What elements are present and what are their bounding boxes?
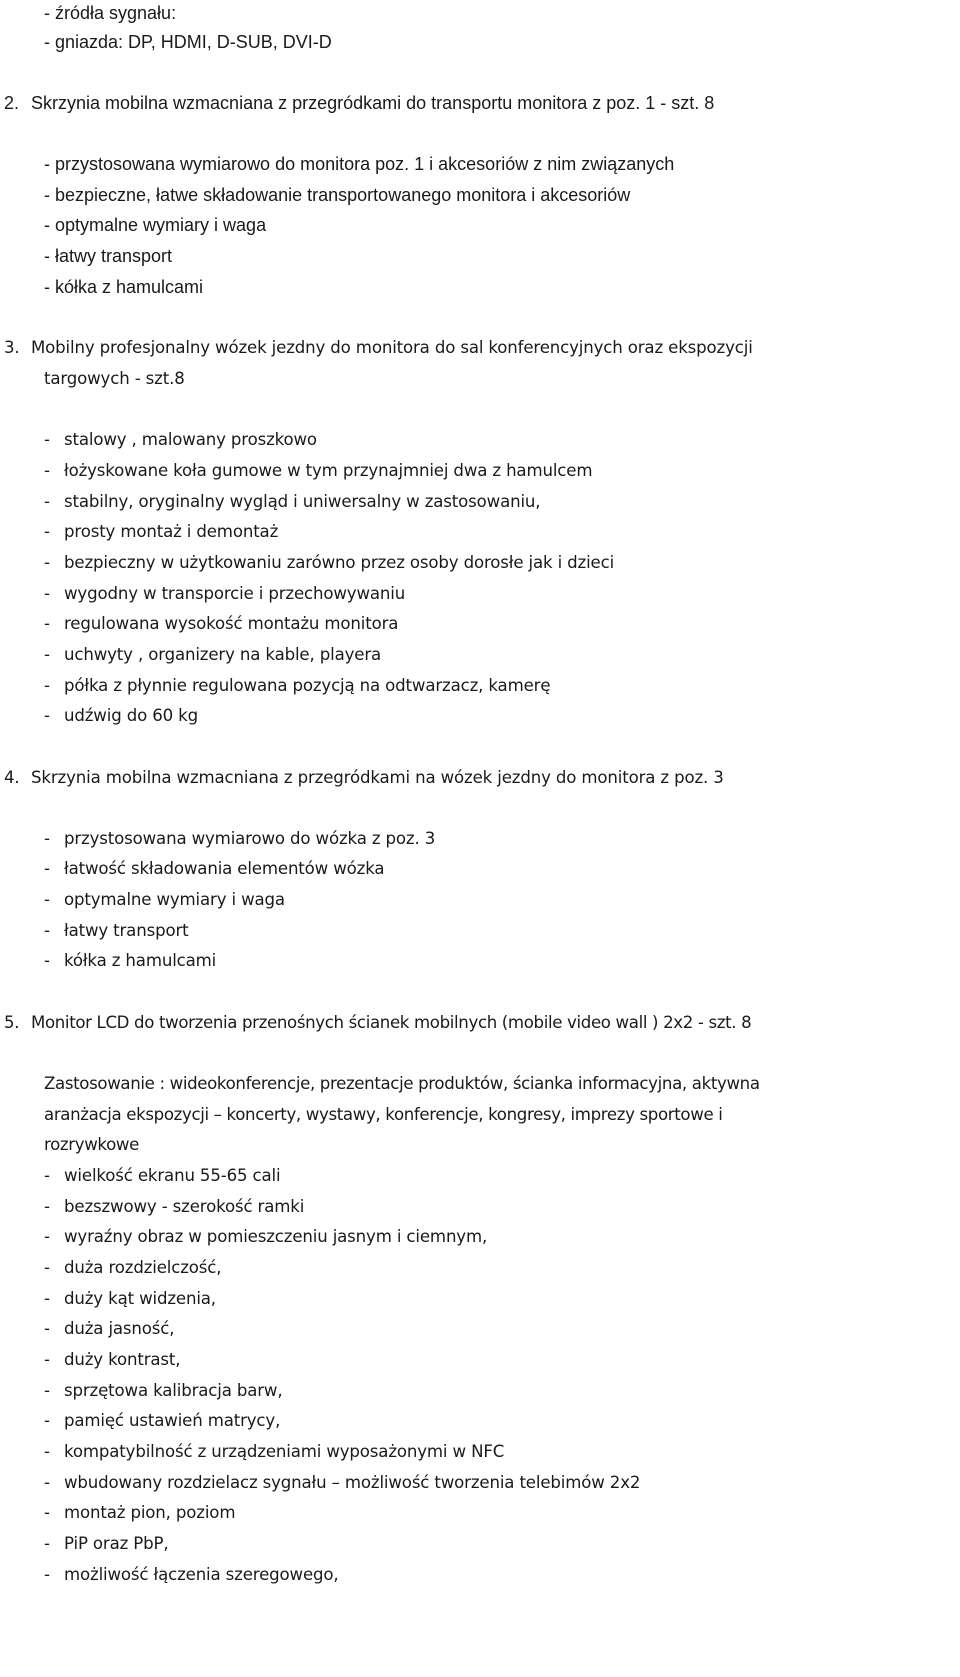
list-item: - kompatybilność z urządzeniami wyposażonymi w NFC [44, 1442, 505, 1461]
sockets-line: - gniazda: DP, HDMI, D-SUB, DVI-D [44, 32, 332, 52]
section-2-title: Skrzynia mobilna wzmacniana z przegródkami do transportu monitora z poz. 1 - szt. 8 [31, 93, 715, 113]
section-3-heading [4, 337, 753, 359]
section-5-heading [4, 1012, 751, 1034]
usage-line: rozrywkowe [44, 1135, 139, 1154]
section-2-number: 2. [4, 93, 20, 113]
list-item: - prosty montaż i demontaż [44, 522, 279, 541]
list-item: - bezpieczne, łatwe składowanie transportowanego monitora i akcesoriów [44, 185, 631, 205]
list-item: - sprzętowa kalibracja barw, [44, 1381, 283, 1400]
list-item: - wielkość ekranu 55-65 cali [44, 1166, 281, 1185]
section-3-number: 3. [4, 338, 20, 357]
section-4-title: Skrzynia mobilna wzmacniana z przegródkami na wózek jezdny do monitora z poz. 3 [31, 768, 724, 787]
list-item: - udźwig do 60 kg [44, 706, 198, 725]
list-item: - łatwy transport [44, 246, 173, 266]
section-3-title-continued: targowych - szt.8 [44, 369, 185, 388]
section-3-title: Mobilny profesjonalny wózek jezdny do monitora do sal konferencyjnych oraz ekspozycji [31, 338, 753, 357]
list-item: - wbudowany rozdzielacz sygnału – możliwość tworzenia telebimów 2x2 [44, 1473, 641, 1492]
list-item: - bezszwowy - szerokość ramki [44, 1197, 305, 1216]
list-item: - regulowana wysokość montażu monitora [44, 614, 399, 633]
list-item: - półka z płynnie regulowana pozycją na odtwarzacz, kamerę [44, 676, 551, 695]
list-item: - wygodny w transporcie i przechowywaniu [44, 584, 406, 603]
list-item: - optymalne wymiary i waga [44, 215, 267, 235]
list-item: - stalowy , malowany proszkowo [44, 430, 317, 449]
usage-line: aranżacja ekspozycji – koncerty, wystawy, konferencje, kongresy, imprezy sportowe i [44, 1105, 723, 1124]
list-item: - uchwyty , organizery na kable, playera [44, 645, 382, 664]
list-item: - możliwość łączenia szeregowego, [44, 1565, 339, 1584]
list-item: - duży kontrast, [44, 1350, 181, 1369]
list-item: - przystosowana wymiarowo do wózka z poz. 3 [44, 829, 436, 848]
list-item: - łatwy transport [44, 921, 189, 940]
section-5-title: Monitor LCD do tworzenia przenośnych ścianek mobilnych (mobile video wall ) 2x2 - szt. 8 [31, 1013, 752, 1032]
list-item: - stabilny, oryginalny wygląd i uniwersalny w zastosowaniu, [44, 492, 541, 511]
section-2-heading [4, 92, 714, 114]
list-item: - kółka z hamulcami [44, 951, 217, 970]
section-5-number: 5. [4, 1013, 20, 1032]
list-item: - PiP oraz PbP, [44, 1534, 169, 1553]
list-item: - łatwość składowania elementów wózka [44, 859, 385, 878]
list-item: - wyraźny obraz w pomieszczeniu jasnym i ciemnym, [44, 1227, 488, 1246]
list-item: - duża jasność, [44, 1319, 175, 1338]
section-4-number: 4. [4, 768, 20, 787]
list-item: - łożyskowane koła gumowe w tym przynajmniej dwa z hamulcem [44, 461, 593, 480]
list-item: - bezpieczny w użytkowaniu zarówno przez osoby dorosłe jak i dzieci [44, 553, 615, 572]
signal-sources-line: - źródła sygnału: [44, 3, 177, 23]
list-item: - duży kąt widzenia, [44, 1289, 216, 1308]
list-item: - duża rozdzielczość, [44, 1258, 222, 1277]
usage-line: Zastosowanie : wideokonferencje, prezentacje produktów, ścianka informacyjna, aktywna [44, 1074, 760, 1093]
list-item: - kółka z hamulcami [44, 277, 204, 297]
section-4-heading [4, 767, 724, 789]
list-item: - montaż pion, poziom [44, 1503, 236, 1522]
list-item: - pamięć ustawień matrycy, [44, 1411, 281, 1430]
list-item: - optymalne wymiary i waga [44, 890, 285, 909]
list-item: - przystosowana wymiarowo do monitora poz. 1 i akcesoriów z nim związanych [44, 154, 675, 174]
